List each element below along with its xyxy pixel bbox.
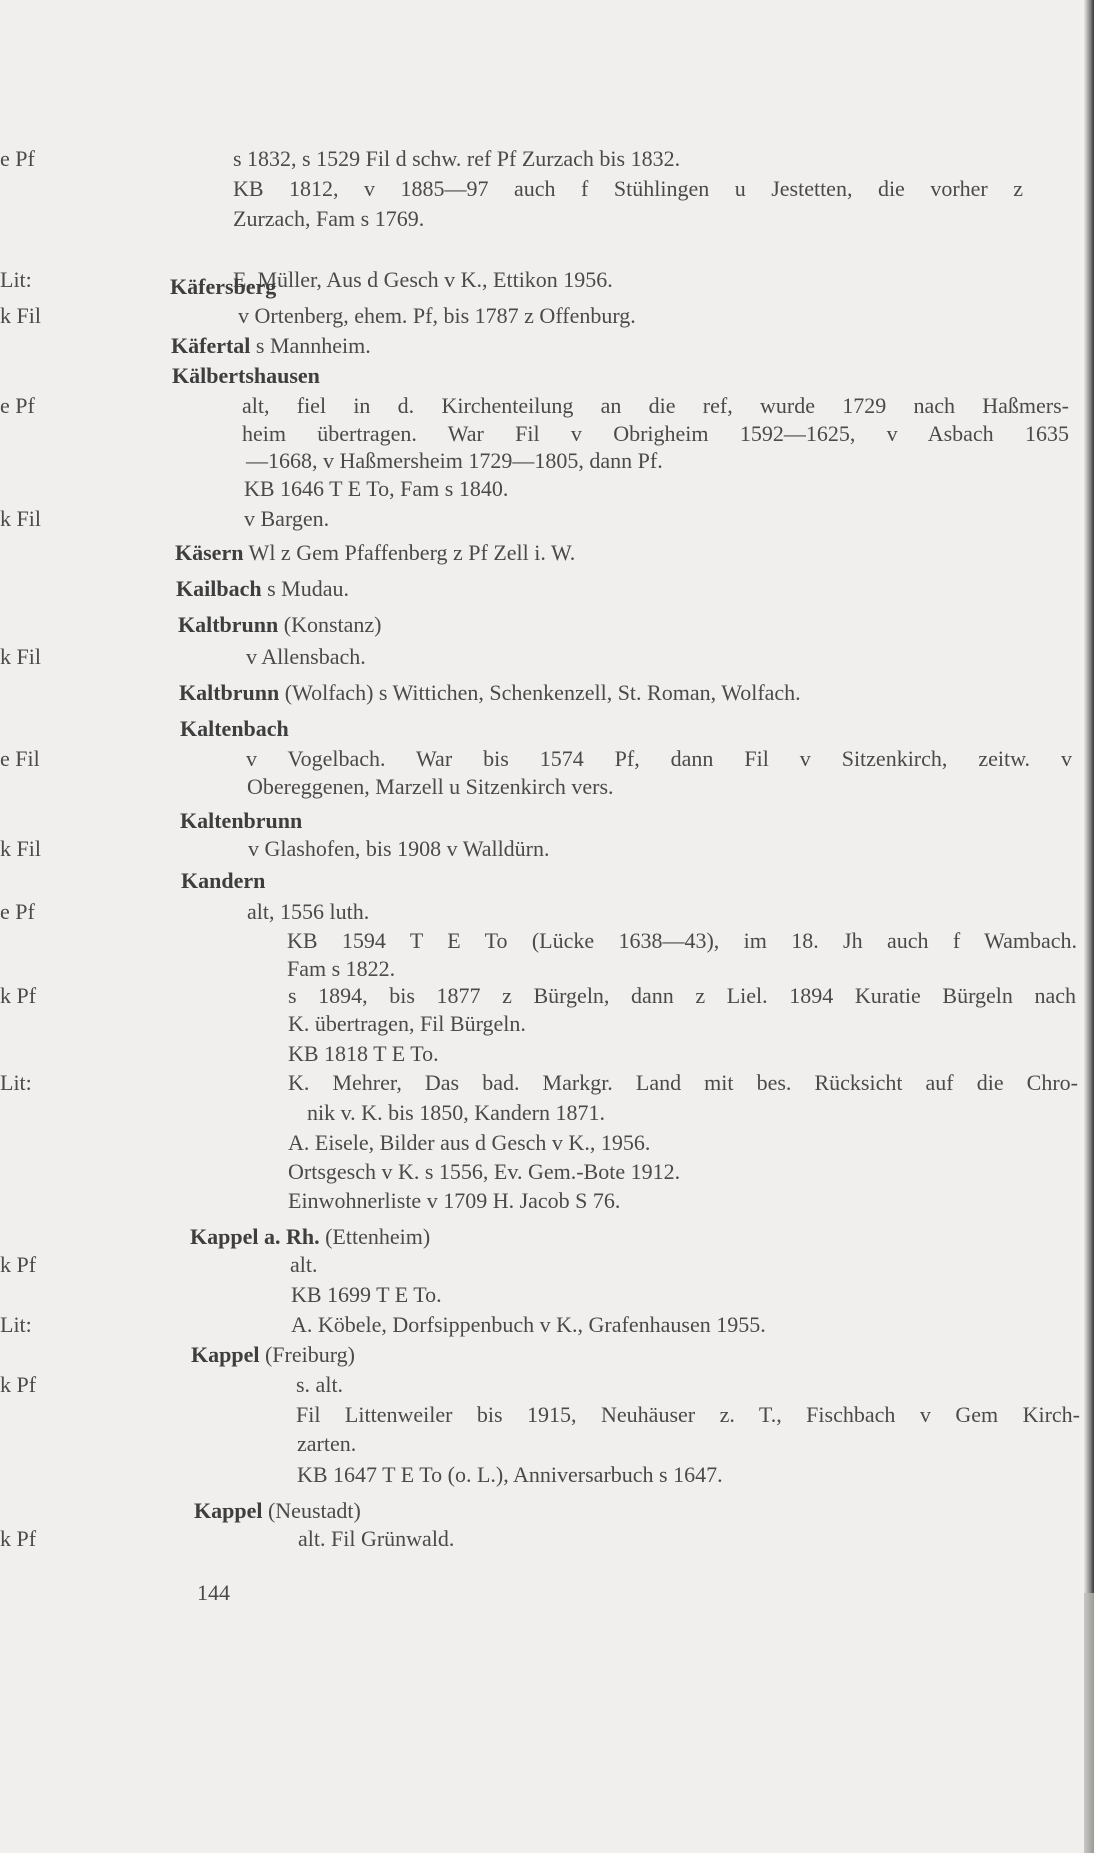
page-edge-shadow <box>1084 0 1094 1853</box>
entry-heading <box>170 272 276 302</box>
text-line <box>0 744 1084 774</box>
line-text: zarten. <box>297 1431 357 1456</box>
place-name: Kaltbrunn <box>179 680 280 705</box>
text-line <box>0 926 1084 956</box>
line-prefix: k Fil <box>0 836 41 861</box>
text-line <box>0 174 1084 204</box>
line-text: Zurzach, Fam s 1769. <box>233 206 425 231</box>
line-prefix: k Fil <box>0 644 41 669</box>
line-text: E. Müller, Aus d Gesch v K., Ettikon 1956. <box>233 267 613 292</box>
text-line <box>0 834 1084 864</box>
line-text: v Ortenberg, ehem. Pf, bis 1787 z Offenburg. <box>238 303 636 328</box>
line-prefix: k Pf <box>0 1252 37 1277</box>
entry-heading <box>191 1340 355 1370</box>
line-text: s. alt. <box>296 1372 344 1397</box>
line-text: v Bargen. <box>244 506 330 531</box>
entry-reference: Wl z Gem Pfaffenberg z Pf Zell i. W. <box>243 540 576 565</box>
text-line <box>0 772 1084 802</box>
text-line <box>0 204 1084 234</box>
entry-heading <box>194 1496 361 1526</box>
line-text: v Vogelbach. War bis 1574 Pf, dann Fil v Sitzenkirch, zeitw. v <box>246 746 1072 771</box>
line-text: K. Mehrer, Das bad. Markgr. Land mit bes. Rücksicht auf die Chro- <box>288 1070 1078 1095</box>
text-line <box>0 897 1084 927</box>
entry-heading <box>180 806 302 836</box>
text-line <box>0 642 1084 672</box>
text-line <box>0 1429 1084 1459</box>
entry-reference: (Neustadt) <box>262 1498 361 1523</box>
entry-heading <box>176 574 349 604</box>
entry-reference: (Freiburg) <box>259 1342 355 1367</box>
text-line <box>0 391 1084 421</box>
text-line <box>0 1039 1084 1069</box>
entry-heading <box>190 1222 430 1252</box>
line-prefix: e Fil <box>0 746 40 771</box>
entry-heading <box>180 714 289 744</box>
entry-reference: (Wolfach) s Wittichen, Schenkenzell, St. Roman, Wolfach. <box>279 680 801 705</box>
line-text: KB 1646 T E To, Fam s 1840. <box>244 476 509 501</box>
place-name: Kappel a. Rh. <box>190 1224 320 1249</box>
line-text: KB 1818 T E To. <box>288 1041 439 1066</box>
text-line <box>0 1460 1084 1490</box>
text-line <box>0 474 1084 504</box>
text-line <box>0 1157 1084 1187</box>
place-name: Kaltenbrunn <box>180 808 303 833</box>
text-line <box>0 1186 1084 1216</box>
line-text: nik v. K. bis 1850, Kandern 1871. <box>307 1100 605 1125</box>
line-prefix: k Pf <box>0 1372 37 1397</box>
text-line <box>0 1524 1084 1554</box>
entry-heading <box>172 361 320 391</box>
entry-heading <box>179 678 801 708</box>
text-line <box>0 1400 1084 1430</box>
text-line <box>0 446 1084 476</box>
text-line <box>0 301 1084 331</box>
text-line <box>0 504 1084 534</box>
entry-heading <box>175 538 575 568</box>
line-text: alt, fiel in d. Kirchenteilung an die ref, wurde 1729 nach Haßmers- <box>242 393 1069 418</box>
text-line <box>0 1009 1084 1039</box>
text-line <box>0 1098 1084 1128</box>
line-text: heim übertragen. War Fil v Obrigheim 1592—1625, v Asbach 1635 <box>242 421 1069 446</box>
text-line <box>0 1370 1084 1400</box>
line-text: A. Eisele, Bilder aus d Gesch v K., 1956. <box>288 1130 651 1155</box>
line-text: alt, 1556 luth. <box>247 899 370 924</box>
line-prefix: e Pf <box>0 899 35 924</box>
line-text: Fil Littenweiler bis 1915, Neuhäuser z. T., Fischbach v Gem Kirch- <box>296 1402 1080 1427</box>
line-text: —1668, v Haßmersheim 1729—1805, dann Pf. <box>246 448 663 473</box>
place-name: Käsern <box>175 540 244 565</box>
place-name: Käfertal <box>171 333 251 358</box>
line-text: KB 1647 T E To (o. L.), Anniversarbuch s 1647. <box>297 1462 723 1487</box>
text-line <box>0 1128 1084 1158</box>
place-name: Kaltbrunn <box>178 612 279 637</box>
text-line <box>0 981 1084 1011</box>
text-line <box>0 419 1084 449</box>
line-prefix: Lit: <box>0 1312 32 1337</box>
line-text: KB 1699 T E To. <box>291 1282 442 1307</box>
place-name: Kappel <box>194 1498 263 1523</box>
line-prefix: e Pf <box>0 146 35 171</box>
line-text: Einwohnerliste v 1709 H. Jacob S 76. <box>288 1188 621 1213</box>
line-prefix: e Pf <box>0 393 35 418</box>
line-prefix: k Pf <box>0 983 37 1008</box>
place-name: Kappel <box>191 1342 260 1367</box>
line-text: s 1832, s 1529 Fil d schw. ref Pf Zurzach bis 1832. <box>233 146 681 171</box>
line-prefix: k Fil <box>0 506 41 531</box>
entry-heading <box>178 610 382 640</box>
place-name: Kälbertshausen <box>172 363 320 388</box>
line-text: KB 1812, v 1885—97 auch f Stühlingen u Jestetten, die vorher z <box>233 176 1023 201</box>
text-line <box>0 265 1084 295</box>
line-text: Ortsgesch v K. s 1556, Ev. Gem.-Bote 1912. <box>288 1159 681 1184</box>
entry-reference: (Ettenheim) <box>319 1224 431 1249</box>
line-text: alt. <box>290 1252 318 1277</box>
line-text: A. Köbele, Dorfsippenbuch v K., Grafenhausen 1955. <box>291 1312 766 1337</box>
line-prefix: Lit: <box>0 267 32 292</box>
entry-heading <box>171 331 371 361</box>
line-text: Obereggenen, Marzell u Sitzenkirch vers. <box>247 774 614 799</box>
line-prefix: k Pf <box>0 1526 37 1551</box>
line-text: Fam s 1822. <box>287 956 396 981</box>
entry-reference: s Mannheim. <box>250 333 371 358</box>
text-line <box>0 1280 1084 1310</box>
text-line <box>0 1310 1084 1340</box>
entry-heading <box>181 866 265 896</box>
text-line <box>0 954 1084 984</box>
line-text: alt. Fil Grünwald. <box>298 1526 455 1551</box>
line-text: KB 1594 T E To (Lücke 1638—43), im 18. Jh auch f Wambach. <box>287 928 1077 953</box>
text-line <box>0 144 1084 174</box>
entry-reference: (Konstanz) <box>278 612 382 637</box>
text-line <box>0 1250 1084 1280</box>
place-name: Käfersberg <box>170 274 277 299</box>
entry-reference: s Mudau. <box>261 576 349 601</box>
place-name: Kailbach <box>176 576 262 601</box>
line-text: s 1894, bis 1877 z Bürgeln, dann z Liel. 1894 Kuratie Bürgeln nach <box>288 983 1076 1008</box>
text-line <box>0 1068 1084 1098</box>
place-name: Kaltenbach <box>180 716 289 741</box>
place-name: Kandern <box>181 868 266 893</box>
line-prefix: Lit: <box>0 1070 32 1095</box>
line-prefix: k Fil <box>0 303 41 328</box>
page-number: 144 <box>197 1580 230 1605</box>
line-text: v Glashofen, bis 1908 v Walldürn. <box>248 836 550 861</box>
line-text: K. übertragen, Fil Bürgeln. <box>288 1011 526 1036</box>
line-text: v Allensbach. <box>246 644 366 669</box>
